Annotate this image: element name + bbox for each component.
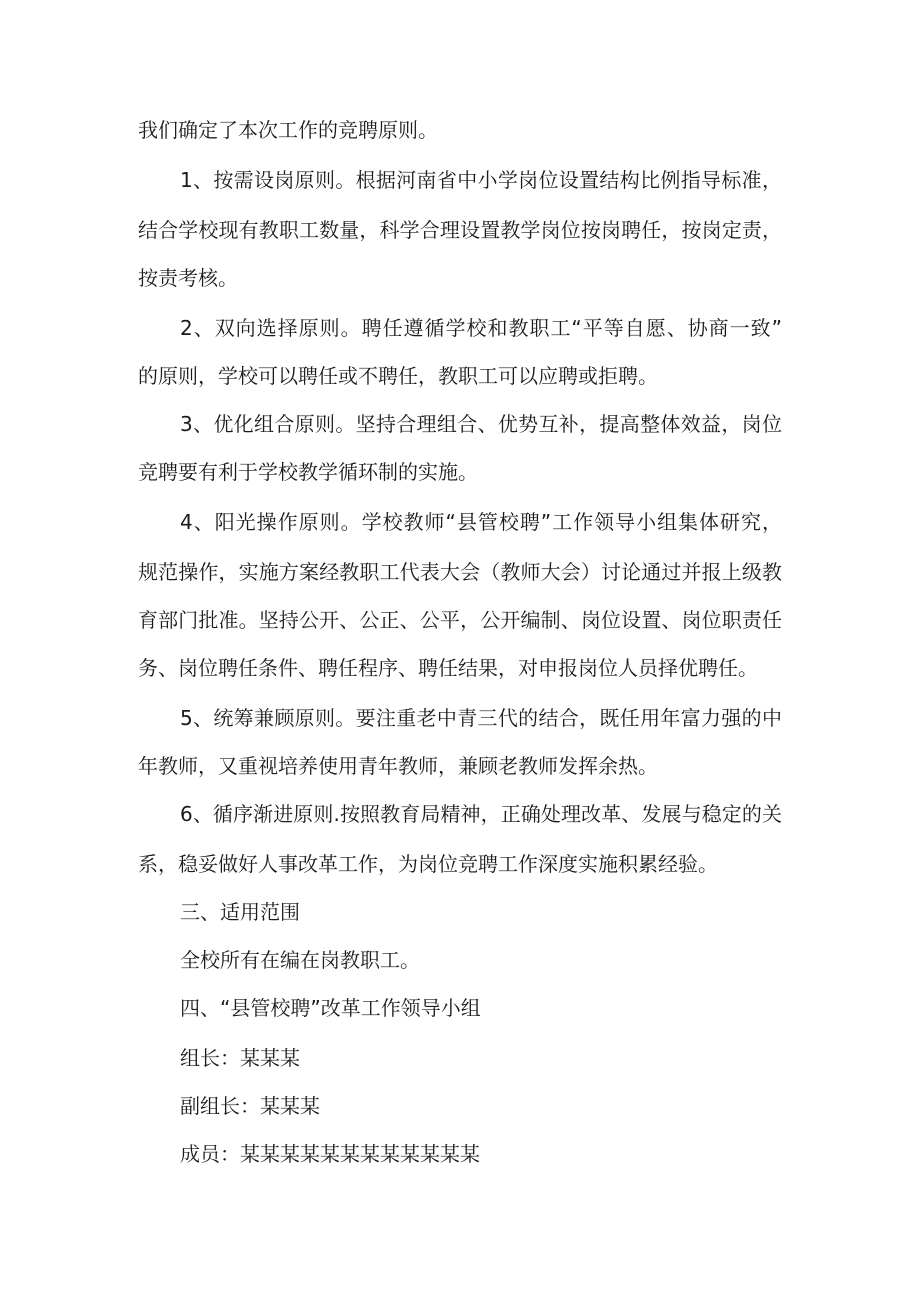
text-line: 3、优化组合原则。坚持合理组合、优势互补，提高整体效益，岗位 <box>180 412 782 436</box>
text-line: 规范操作，实施方案经教职工代表大会（教师大会）讨论通过并报上级教 <box>138 560 782 584</box>
text-line: 按责考核。 <box>138 266 238 290</box>
text-line: 全校所有在编在岗教职工。 <box>180 948 420 972</box>
text-line: 1、按需设岗原则。根据河南省中小学岗位设置结构比例指导标准， <box>180 168 782 192</box>
text-line: 我们确定了本次工作的竞聘原则。 <box>138 118 438 142</box>
text-line: 结合学校现有教职工数量，科学合理设置教学岗位按岗聘任，按岗定责， <box>138 218 782 242</box>
text-line: 副组长：某某某 <box>180 1094 320 1118</box>
text-line: 4、阳光操作原则。学校教师“县管校聘”工作领导小组集体研究， <box>180 510 782 534</box>
text-line: 竞聘要有利于学校教学循环制的实施。 <box>138 460 478 484</box>
section-heading: 三、适用范围 <box>180 900 300 924</box>
text-line: 成员：某某某某某某某某某某某某 <box>180 1142 480 1166</box>
text-line: 6、循序渐进原则.按照教育局精神，正确处理改革、发展与稳定的关 <box>180 802 782 826</box>
text-line: 务、岗位聘任条件、聘任程序、聘任结果，对申报岗位人员择优聘任。 <box>138 656 758 680</box>
text-line: 年教师，又重视培养使用青年教师，兼顾老教师发挥余热。 <box>138 754 658 778</box>
text-line: 2、双向选择原则。聘任遵循学校和教职工“平等自愿、协商一致” <box>180 316 782 340</box>
text-line: 5、统筹兼顾原则。要注重老中青三代的结合，既任用年富力强的中 <box>180 706 782 730</box>
section-heading: 四、“县管校聘”改革工作领导小组 <box>180 996 481 1020</box>
text-line: 组长：某某某 <box>180 1046 300 1070</box>
text-line: 系，稳妥做好人事改革工作，为岗位竞聘工作深度实施积累经验。 <box>138 852 718 876</box>
text-line: 育部门批准。坚持公开、公正、公平，公开编制、岗位设置、岗位职责任 <box>138 608 782 632</box>
text-line: 的原则，学校可以聘任或不聘任，教职工可以应聘或拒聘。 <box>138 364 658 388</box>
